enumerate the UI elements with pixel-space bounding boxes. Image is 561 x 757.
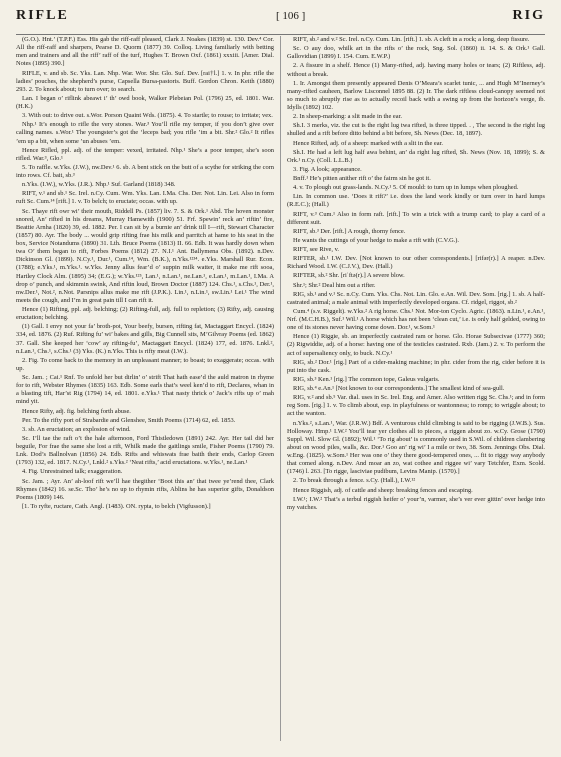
dictionary-paragraph: Nhp.¹ It’s enough to rifle the very stones. War.³ You’ll rifle my temper, if you don’t give over calling names. s.Wor.¹ The youngster’s got the ‘leceps bad; you rifle ’im a bit. Shr.² Glo.² It rifles ’em up a bit, when some ’un abuses ’em. (16, 121, 274, 145)
dictionary-paragraph: Hence (1) Riggie, sb. an imperfectly castrated ram or horse. Glo. Horae Subsecivae (1777) 360; (2) Rigwiddie, adj. of a horse: having one of the testicles castrated. Rxb. (Jam.) 2. v. To perform the act of supersaliency only, to buck. N.Cy.¹ (287, 333, 545, 357)
dictionary-paragraph: 4. v. To plough out grass-lands. N.Cy.¹ 5. Of mould: to turn up in lumps when ploughed. (293, 184, 519, 192)
dictionary-paragraph: [1. To ryfte, ructare, Cath. Angl. (1483). ON. rypta, to belch (Vigfusson).] (22, 502, 211, 510)
dictionary-paragraph: 2. Fig. To come back to the memory in an unpleasant manner; to boast; to exaggerate; occas. with up. (16, 356, 274, 372)
dictionary-paragraph: 4. Fig. Unrestrained talk; exaggeration. (22, 468, 123, 476)
page-header (16, 8, 545, 35)
dictionary-paragraph: RIG, sb.³ Ken.¹ [rig.] The common tope, Galeus vulgaris. (293, 375, 440, 383)
dictionary-paragraph: Hence Rifty, adj. fig. belching forth abuse. (22, 407, 131, 415)
dictionary-paragraph: 1. Ir. Amongst them presently appeared Denis O’Meara’s scarlet tunic, ... and Hugh M’Inerney’s many-rifted cauheen, Barlow Lisconnel 1895 88. (2) Ir. The dark riftless cloud-canopy seemed not so much to abruptly rise as to actually recoil back with a swing up from the horizon’s verge, ib. Idylls (1892) 102. (287, 79, 545, 111)
dictionary-paragraph: Sc. Thaye rift owr wi’ their mouth, Riddell Ps. (1857) liv. 7. S. & Ork.¹ Abd. The hoven monster snored, An’ rifted in his dreams, Murray Hamewith (1900) 51. Frf. Spewin’ reck an’ riftin’ fire, Beattie Arnha (1820) 39, ed. 1882. Per. I can sit by a burnie an’ drink till I—rift, Stewart Character (1857) 80. Ayr. The body ... would grip rifting frae his milk and parritch at hame to his seat in the box, Service Notandums (1890) 31. Lth. Bruce Poems (1813) II. 66. Edb. It was hardly down when twa O’ them began to rift, Forbes Poems (1812) 27. N.I.¹ Ant. Ballymena Obs. (1892). n.Dev. Dickinson Gl. (1899). N.Cy.¹, Dur.¹, Cum.¹⁴, Wm. (B.K.), n.Yks.¹²³⁴. e.Yks. Marshall Rur. Econ. (1788); e.Yks.¹, m.Yks.¹. w.Yks. Jenny allus fear’d o’ suppin milk watter, it make me rift sooa, Hartley Clock Alm. (1895) 34; (E.G.); w.Yks.¹²⁵, Lan.¹, n.Lan.¹, ne.Lan.¹, e.Lan.¹, m.Lan.¹, I.Ma. A drop o’ punch, and skimmin swink, And riftin loud, Brown Doctor (1887) 124. Chs.¹, s.Chs.¹, Der.¹, nw.Der.¹, Not.², n.Not. Parsnips allus make me rift (J.P.K.). Lin.¹, n.Lin.¹, sw.Lin.¹ Lei.¹ The wind meets the cough, and I’m in great pain till I can rift it. (16, 207, 274, 304)
dictionary-paragraph: Bnff.¹ He’s pitten anither rift o’ the fairm sin he got it. (293, 175, 431, 182)
dictionary-paragraph: 3. Fig. A look; appearance. (293, 165, 362, 173)
dictionary-paragraph: 2. To break through a fence. s.Cy. (Hall.), I.W.¹² (293, 477, 416, 485)
dictionary-paragraph: RIFT, v.³ Cum.¹ Also in form raft. [rift.] To win a trick with a trump card; to play a card of a different suit. (287, 210, 545, 226)
dictionary-paragraph: RIFT, sb.³ Der. [rift.] A rough, thorny fence. (293, 227, 406, 235)
dictionary-paragraph: Shr.¹; Shr.² Deal him out a rifter. (293, 281, 376, 289)
dictionary-paragraph: (1) Gall. I envy not your fa’ broth-pot, Your beefy, bursen, rifting fat, Mactaggart Encycl. (1824) 334, ed. 1876. (2) Ruf. Rifting fu’ wi’ bakes and gills, Big Cunnell sits, M’Gilvray Poems (ed. 1862) 37. Gall. She keeped her ‘cow’ ay rifting-fu’, Mactaggart Encycl. (1824) 177, ed. 1876. Lnkl.², n.Lan.¹, Chs.¹, s.Chs.¹ (3) Yks. (K.) n.Yks. This is rifty meat (I.W.). (16, 323, 274, 355)
dictionary-paragraph: 3. With out: to drive out. s.Wor. Porson Quaint Wds. (1875). 4. To startle; to rouse; to irritate; vex. (22, 112, 273, 120)
column-divider (280, 36, 281, 741)
dictionary-paragraph: He wants the cuttings of your hedge to make a rift with (C.V.G.). (293, 236, 460, 244)
dictionary-paragraph: Sc. O auy doo, whilk art in the rifts o’ the rock, Sng. Sol. (1860) ii. 14. S. & Ork.¹ Gall. Gallovidian (1899) I. 154. Cum. E.W.P.) (287, 45, 545, 61)
dictionary-paragraph: Hence Riggish, adj. of cattle and sheep: breaking fences and escaping. (293, 486, 473, 494)
dictionary-paragraph: RIG, sb.⁴ e.An.¹ [Not known to our correspondents.] The smallest kind of sea-gull. (293, 385, 505, 392)
dictionary-paragraph: Hence Rifted, adj. of a sheep: marked with a slit in the ear. (293, 139, 443, 147)
dictionary-paragraph: I.W.¹; I.W.² That’s a terbul riggish heifer o’ your’n, varmer, she’s ver ever gittin’ over hedge into my vatches. (287, 495, 545, 511)
dictionary-paragraph: Cum.⁴ (s.v. Riggelt). w.Yks.² A rig horse. Chs.¹ Not. Mor-ton Cyclo. Agric. (1863). n.Lin.¹, e.An.¹, Nrf. (M.C.H.B.), Suf.¹ Wil.¹ A horse which has not been ‘clean cut,’ i.e. is only half gelded, owing to one of its stones never having come down. Dor.¹, w.Som.¹ (287, 307, 545, 332)
dictionary-paragraph: RIFLE, v. and sb. Sc. Yks. Lan. Nhp. War. Wor. Shr. Glo. Suf. Dev. [rai†l.] 1. v. In phr. rifle the ladies’ pouches, the shepherd’s purse, Capsella Bursa-pastoris. Buff. Gordon Chron. Keith (1880) 293. 2. To knock about; to turn over; to search. (16, 69, 274, 93)
dictionary-paragraph: Hence Rifled, ppl. adj. of the temper: vexed, irritated. Nhp.¹ She’s a poor temper, she’s soon rifled. War.³, Glo.¹ (16, 146, 274, 162)
dictionary-paragraph: RIFTER, sb.¹ I.W. Dev. [Not known to our other correspondents.] [rifər(r).] A reaper. n.Dev. Richard Wood. I.W. (C.J.V.), Dev. (Hall.) (287, 255, 545, 271)
dictionary-paragraph: n.Yks. (I.W.), w.Yks. (J.R.). Nhp.¹ Suf. Garland (1818) 348. (22, 181, 176, 189)
dictionary-paragraph: RIFT, see Rive, v. (293, 246, 339, 253)
dictionary-paragraph: n.Yks.², s.Lan.¹, War. (J.R.W.) Bdf. A venturous child climbing is said to be rigging (J.W.B.). Sus. Holloway. Hmp.¹ I.W.² You’ll tear yer clothes all to pieces, a riggen about zo. w.Cy. Grose (1790) Suppl. Wil. Slow Gl. (1892); Wil.¹ ‘To rig about’ is commonly used in S.Wil. of children clambering about on wood piles, walls, &c. Dor.¹ Goo an’ rig wi’ I a mile or two, 38. Som. Jennings Obs. Dial. w.Eng. (1825). w.Som.¹ Her was one o’ they there good-tempered ones, ... fit to riggy way anybody that comed along. n.Dev. And moar an zo, wat cothee and riggee wi’ vary Tetchfer, Exm. Scold. (1746) l. 263. [To rigge, lasciviae pudibum, Levins Manip. (1570).] (287, 419, 545, 476)
dictionary-paragraph: 2. A fissure in a shelf. Hence (1) Many-rifted, adj. having many holes or tears; (2) Riftless, adj. without a break. (287, 62, 545, 78)
dictionary-paragraph: Per. To the rifty port of Strabardie and Glenshee, Smith Poems (1714) 62, ed. 1853. (22, 416, 236, 424)
page-number: [ 106 ] (276, 10, 306, 22)
header-right-word: RIG (512, 8, 545, 23)
dictionary-paragraph: Lin. In common use. ‘Does it rift?’ i.e. does the land work kindly or turn over in hard lumps (R.E.C.); (Hall.) (287, 193, 545, 209)
dictionary-paragraph: RIG, sb.² Dor.¹ [rig.] Part of a cider-making machine; in phr. cider from the rig, cider before it is put into the cask. (287, 358, 545, 374)
dictionary-paragraph: Sh.I. 3 merks, viz. the cut is the right lug twa rifted, is three tipped. . , The second is the right lug shulled and a rift before ditto behind a bit before, Sh. News (Dec. 18, 1897). (287, 122, 545, 138)
dictionary-paragraph: Lan. I began o’ riflink abeawt i’ th’ owd book, Walker Plebeian Pol. (1796) 25, ed. 1801. War. (H.K.) (16, 94, 274, 110)
dictionary-paragraph: Hence (1) Rifting, ppl. adj. belching; (2) Rifting-full, adj. full to repletion; (3) Rifty, adj. causing eructation; belching. (16, 306, 274, 322)
right-column (287, 36, 545, 753)
dictionary-paragraph: Sc. Jam. ; Ayr. An’ ah-loof rift we’ll hae thegither ‘Boot this an’ that twee ye’rend thee, Clark Rhymes (1842) 16. se.Sc. Tho’ he’s no up to rhymin rifts, Ablins he has superior gifts, Donaldson Poems (1809) 146. (16, 477, 274, 501)
dictionary-paragraph: RIFT, sb.² and v.² Sc. Irel. n.Cy. Cum. Lin. [rift.] 1. sb. A cleft in a rock; a long, deep fissure. (293, 36, 530, 43)
dictionary-paragraph: Sh.I. He had a left lug half awa behint, an’ da right lug rifted, Sh. News (Nov. 18, 1899); S. & Ork.¹ n.Cy. (Coll. L.L.B.) (287, 148, 545, 164)
header-left-word: RIFLE (16, 8, 69, 23)
left-column (16, 36, 274, 753)
dictionary-paragraph: Sc. I’ll tae the raft o’t the hale afternoon, Ford Thistledown (1891) 242. Ayr. Her tail did her beguile, For frae the same she lost a rift, Whilk made the gaitlings smile, Fisher Poems (1790) 79. Lnk. Dod’s Ballnolvan (1856) 24. Edb. Rifts and whiswats frae baith their ends, Carlop Green (1793) 132, ed. 1817. N.Cy.¹, Lnkl.² s.Yks.² ‘Neat rifts,’ acid eructations. w.Yks.¹, ne.Lan.¹ (16, 434, 274, 467)
dictionary-paragraph: RIG, sb.¹ and v.¹ Sc. n.Cy. Cum. Yks. Chs. Not. Lin. Glo. e.An. Wil. Dev. Som. [rig.] 1. sb. A half-castrated animal; a male animal with imperfectly developed organs. Cf. ridgel, riggot, sb.² (287, 290, 545, 306)
dictionary-paragraph: (G.O.). Hnt.’ (T.P.F.) Ess. His gab the riff-raff pleased, Clark J. Noakes (1839) st. 130. Dev.⁴ Cor. All the riff-raff and sharpers, Pearse D. Quorm (1877) 39. Colloq. Living familiarly with betting men and trainers and all the riff’ raff of the turf, Hughes T. Brown Oxf. (1861) xxxiii. [Amer. Dial. Notes (1895) 390.] (16, 36, 274, 68)
text-columns (16, 36, 545, 753)
dictionary-paragraph: RIFT, v.¹ and sb.¹ Sc. Irel. n.Cy. Cum. Wm. Yks. Lan. I.Ma. Chs. Der. Not. Lin. Lei. Also in form ruft Sc. Cum.¹⁴ [rift.] 1. v. To belch; to eructate; occas. with up. (16, 190, 274, 206)
dictionary-paragraph: 5. To raffle. w.Yks. (J.W.), nw.Dev.¹ 6. sb. A bent stick on the butt of a scythe for striking the corn into rows. Cf. bait, sb.³ (16, 163, 274, 179)
dictionary-paragraph: Sc. Jam. ; Cai.¹ Rnf. To unfold her but dirlin’ o’ strift That hath ease’d the auld matron in rhyme for to rift, Webster Rhymes (1835) 163. Edb. Some earls that’s weel ken’d to rift, Declares, whan in a blasting tift, Har’st Rig (1794) 14, ed. 1801. e.Yks.¹ That nasty thrick o’ Jack’s rifts up o’ mah mind yit. (16, 374, 274, 406)
dictionary-paragraph: 3. sb. An eructation; an explosion of wind. (22, 425, 131, 433)
dictionary-paragraph: RIG, v.² and sb.⁵ Var. dial. uses in Sc. Irel. Eng. and Amer. Also written rigg Sc. Chs.¹; and in form reg Som. [rig.] 1. v. To climb about, esp. in playfulness or wantonness; to romp; to wriggle about; to act the wanton. (287, 394, 545, 418)
dictionary-paragraph: 2. In sheep-marking: a slit made in the ear. (293, 113, 402, 121)
dictionary-paragraph: RIFTER, sb.² Shr. [riˈftə(r).] A severe blow. (293, 272, 405, 280)
